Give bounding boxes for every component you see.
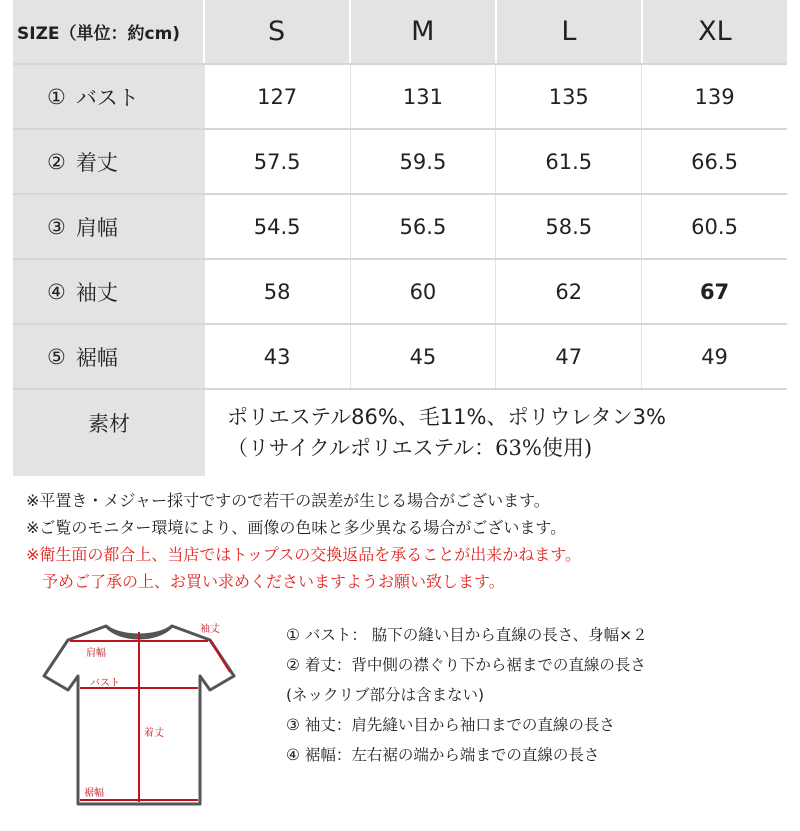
diagram-label-shoulder: 肩幅 — [86, 648, 106, 659]
tshirt-diagram — [40, 612, 252, 822]
table-cell: 59.5 — [350, 130, 496, 193]
table-cell: 60.5 — [641, 195, 787, 258]
row-name: バスト — [75, 85, 139, 110]
size-col-l: L — [495, 0, 641, 63]
row-name: 肩幅 — [75, 215, 118, 240]
table-cell: 131 — [350, 65, 496, 128]
row-mark: ③ — [47, 214, 66, 239]
size-col-s: S — [203, 0, 349, 63]
row-name: 着丈 — [75, 150, 118, 175]
row-label-bust — [13, 65, 204, 128]
table-cell: 135 — [495, 65, 641, 128]
material-line: ポリエステル86%、毛11%、ポリウレタン3% — [227, 405, 666, 429]
table-cell: 58.5 — [495, 195, 641, 258]
diagram-label-bust: バスト — [90, 678, 120, 689]
note-measurement: ※平置き・メジャー採寸ですので若干の誤差が生じる場合がございます。 — [26, 491, 550, 510]
row-mark: ① — [47, 84, 66, 109]
table-cell: 67 — [641, 260, 787, 323]
row-label-sleeve — [13, 260, 204, 323]
table-cell: 60 — [350, 260, 496, 323]
row-label-hem — [13, 325, 204, 388]
material-line: （リサイクルポリエステル：63%使用) — [227, 436, 593, 460]
size-col-xl: XL — [641, 0, 787, 63]
table-cell: 62 — [495, 260, 641, 323]
diagram-label-hem: 裾幅 — [84, 788, 104, 799]
table-cell: 127 — [204, 65, 350, 128]
row-name: 裾幅 — [75, 345, 118, 370]
table-cell: 43 — [204, 325, 350, 388]
material-row — [13, 390, 787, 476]
table-cell: 139 — [641, 65, 787, 128]
table-cell: 47 — [495, 325, 641, 388]
row-label-shoulder — [13, 195, 204, 258]
notes — [26, 487, 581, 595]
note-no-returns-cont: 予めご了承の上、お買い求めくださいますようお願い致します。 — [42, 572, 505, 591]
size-header-row — [13, 0, 787, 65]
table-cell: 61.5 — [495, 130, 641, 193]
note-monitor: ※ご覧のモニター環境により、画像の色味と多少異なる場合がございます。 — [26, 518, 567, 537]
legend-item-hem: ④ 裾幅：左右裾の端から端までの直線の長さ — [286, 746, 600, 764]
size-unit-label: SIZE（単位：約cm) — [13, 0, 203, 63]
material-label: 素材 — [13, 390, 205, 476]
row-mark: ② — [47, 149, 66, 174]
table-row — [13, 325, 787, 390]
table-cell: 49 — [641, 325, 787, 388]
tshirt-outline-icon — [40, 612, 252, 822]
legend-item-sleeve: ③ 袖丈：肩先縫い目から袖口までの直線の長さ — [286, 716, 615, 734]
table-cell: 58 — [204, 260, 350, 323]
material-text — [205, 390, 666, 476]
table-cell: 56.5 — [350, 195, 496, 258]
table-row — [13, 260, 787, 325]
table-cell: 66.5 — [641, 130, 787, 193]
row-name: 袖丈 — [75, 280, 118, 305]
row-label-length — [13, 130, 204, 193]
row-mark: ④ — [47, 279, 66, 304]
table-cell: 57.5 — [204, 130, 350, 193]
table-row — [13, 65, 787, 130]
table-cell: 54.5 — [204, 195, 350, 258]
legend-item-length: ② 着丈：背中側の襟ぐり下から裾までの直線の長さ — [286, 656, 646, 674]
measurement-legend — [286, 620, 648, 770]
table-row — [13, 195, 787, 260]
table-row — [13, 130, 787, 195]
row-mark: ⑤ — [47, 344, 66, 369]
note-no-returns: ※衛生面の都合上、当店ではトップスの交換返品を承ることが出来かねます。 — [26, 545, 582, 564]
legend-item-bust: ① バスト： 脇下の縫い目から直線の長さ、身幅×２ — [286, 626, 648, 644]
table-cell: 45 — [350, 325, 496, 388]
diagram-label-length: 着丈 — [144, 728, 164, 739]
size-col-m: M — [349, 0, 495, 63]
legend-item-length-note: (ネックリブ部分は含まない) — [286, 686, 485, 704]
diagram-label-sleeve: 袖丈 — [200, 624, 220, 635]
size-table — [13, 0, 787, 476]
